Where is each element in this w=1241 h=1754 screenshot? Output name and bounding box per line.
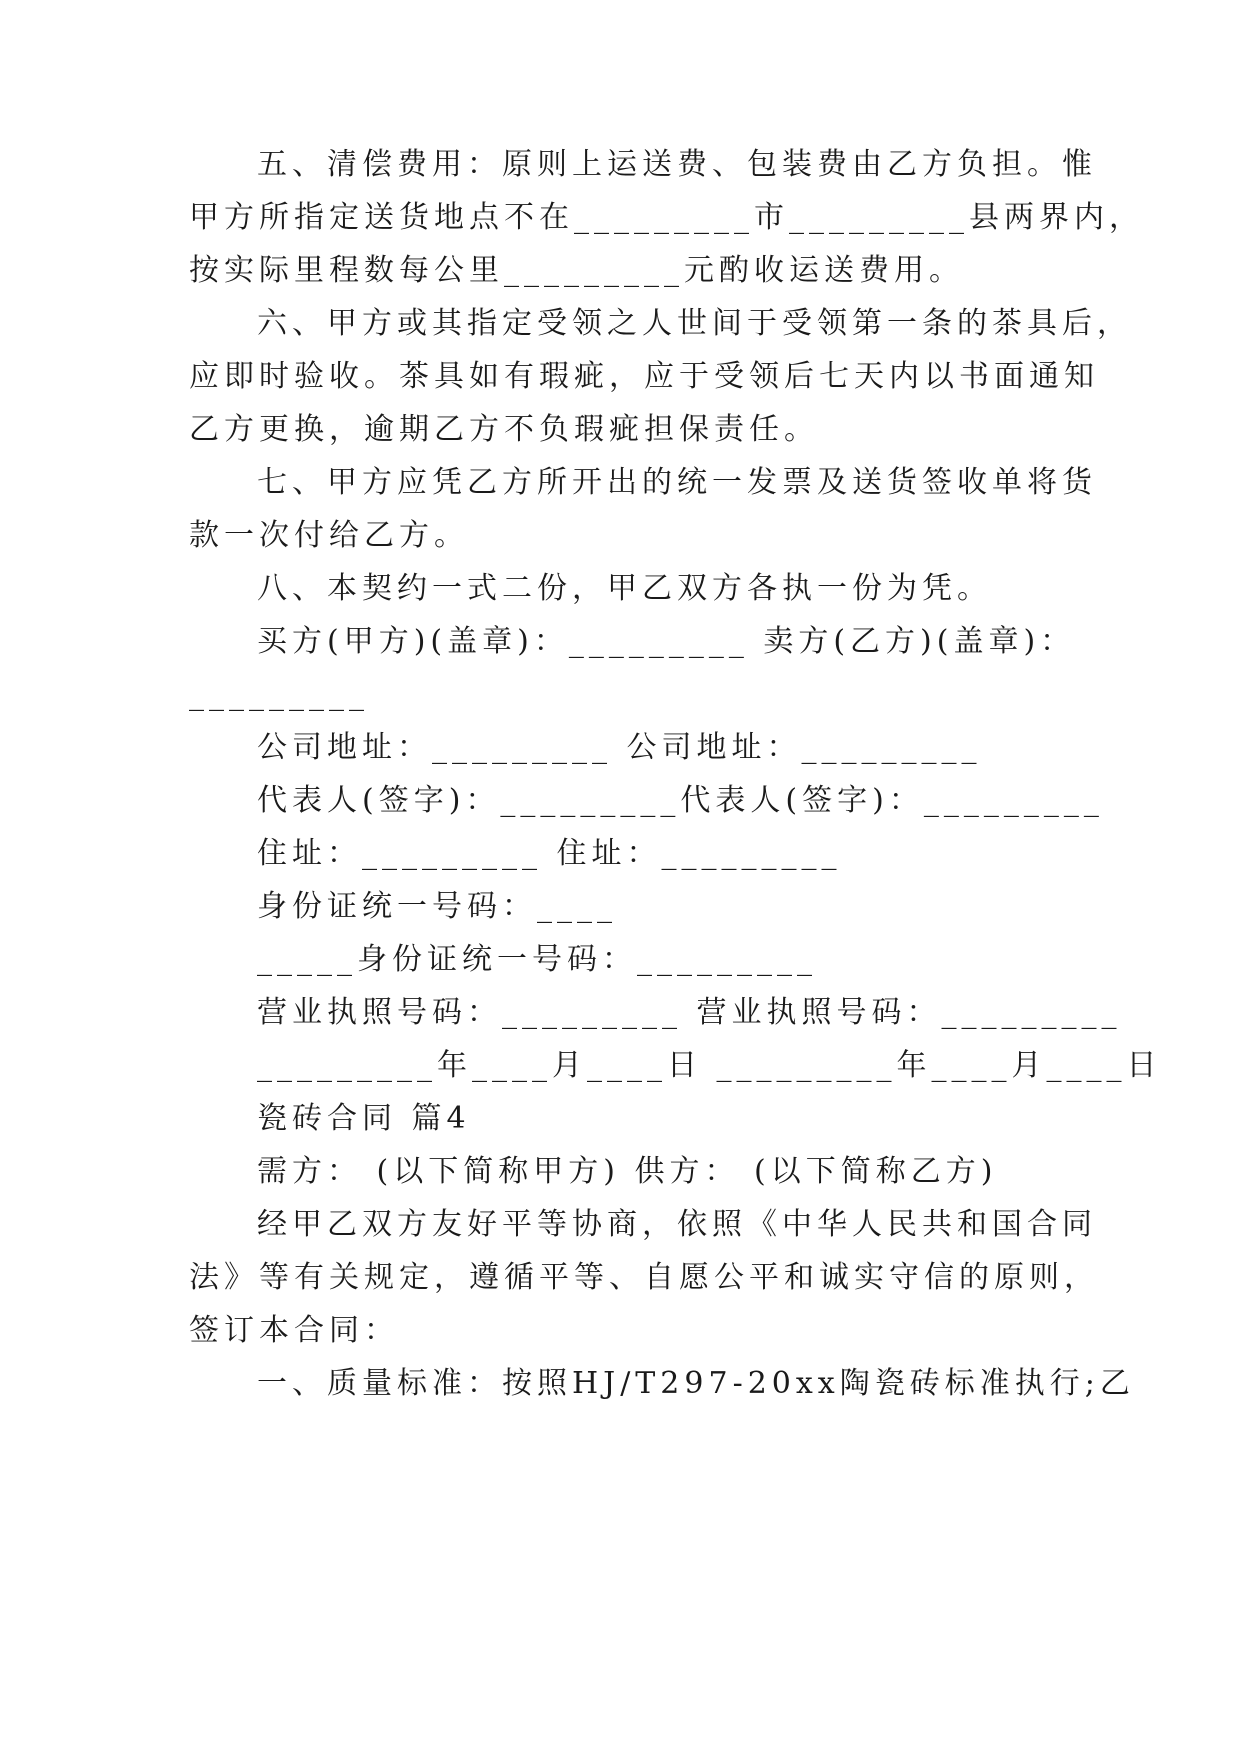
residence-line: 住址：_________ 住址：_________ xyxy=(257,836,842,871)
clause-6-line-1: 六、甲方或其指定受领之人世间于受领第一条的茶具后， xyxy=(257,306,1132,341)
preamble-line-1: 经甲乙双方友好平等协商，依照《中华人民共和国合同 xyxy=(257,1207,1097,1242)
date-line: _________年____月____日 _________年____月____日 xyxy=(257,1048,1162,1083)
clause-5-line-2: 甲方所指定送货地点不在_________市_________县两界内， xyxy=(189,200,1144,235)
signature-seller-blank: _________ xyxy=(189,677,369,712)
parties-line: 需方： (以下简称甲方) 供方： (以下简称乙方) xyxy=(257,1154,998,1189)
id-number-line-2: _____身份证统一号码：_________ xyxy=(257,942,817,977)
clause-7-line-1: 七、甲方应凭乙方所开出的统一发票及送货签收单将货 xyxy=(257,465,1097,500)
clause-5-line-3: 按实际里程数每公里_________元酌收运送费用。 xyxy=(189,253,964,288)
clause-5-line-1: 五、清偿费用：原则上运送费、包装费由乙方负担。惟 xyxy=(257,147,1097,182)
preamble-line-3: 签订本合同： xyxy=(189,1313,399,1348)
preamble-line-2: 法》等有关规定，遵循平等、自愿公平和诚实守信的原则， xyxy=(189,1260,1099,1295)
clause-8: 八、本契约一式二份，甲乙双方各执一份为凭。 xyxy=(257,571,992,606)
signature-buyer-seller: 买方(甲方)(盖章)：_________ 卖方(乙方)(盖章)： xyxy=(257,624,1076,659)
clause-7-line-2: 款一次付给乙方。 xyxy=(189,518,469,553)
representative-line: 代表人(签字)：_________代表人(签字)：_________ xyxy=(257,783,1104,818)
quality-standard-line: 一、质量标准：按照HJ/T297-20xx陶瓷砖标准执行;乙 xyxy=(257,1366,1135,1401)
business-license-line: 营业执照号码：_________ 营业执照号码：_________ xyxy=(257,995,1122,1030)
company-address-line: 公司地址：_________ 公司地址：_________ xyxy=(257,730,982,765)
section-heading: 瓷砖合同 篇4 xyxy=(257,1101,471,1136)
clause-6-line-3: 乙方更换，逾期乙方不负瑕疵担保责任。 xyxy=(189,412,819,447)
clause-6-line-2: 应即时验收。茶具如有瑕疵，应于受领后七天内以书面通知 xyxy=(189,359,1099,394)
id-number-line-1: 身份证统一号码：____ xyxy=(257,889,617,924)
